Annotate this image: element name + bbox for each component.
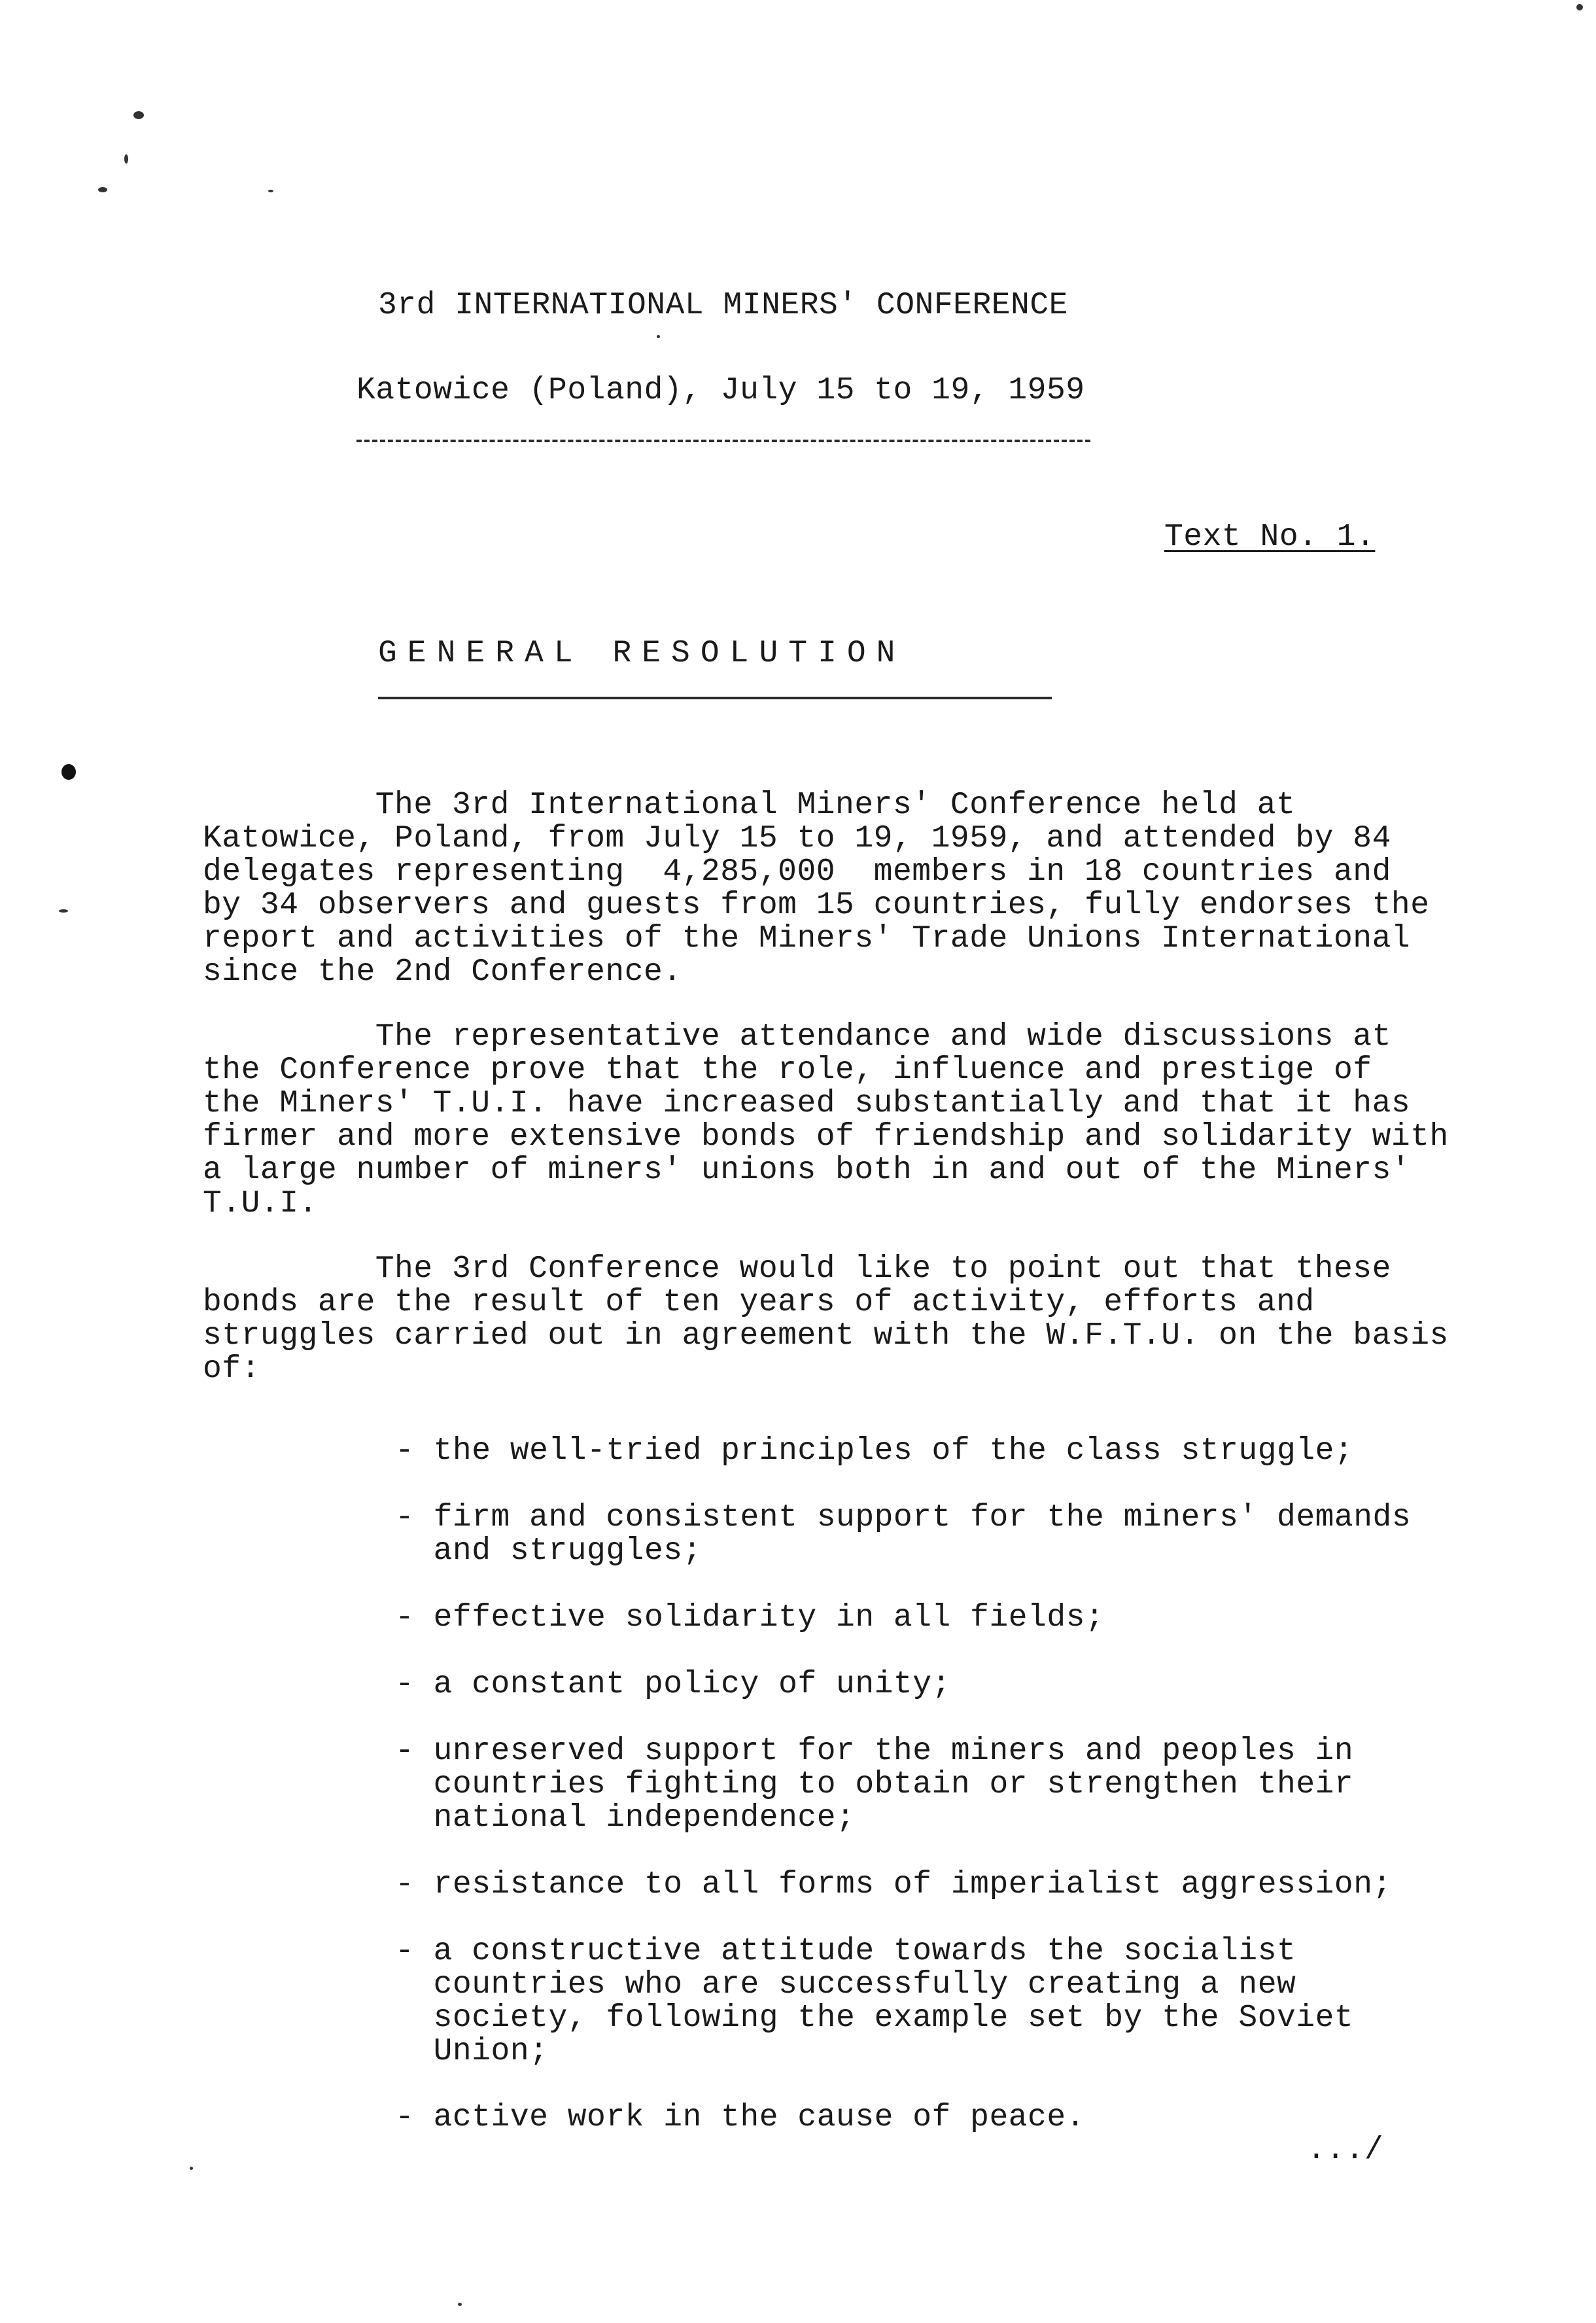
scan-speck xyxy=(1576,4,1583,10)
list-item: - unreserved support for the miners and peoples in countries fighting to obtain or strengthen their national independence; xyxy=(395,1734,1354,1836)
list-item: - the well-tried principles of the class struggle; xyxy=(395,1433,1354,1469)
paragraph-attendance: The representative attendance and wide discussions at the Conference prove that the role, influence and prestige of the Miners' T.U.I. have increased substantially and that it has firmer and more extensive bonds of friendship and solidarity with a large number of miners' unions both in and out of the Miners' T.U.I. xyxy=(203,1019,1449,1221)
scan-speck xyxy=(133,111,144,119)
list-item: - resistance to all forms of imperialist aggression; xyxy=(395,1867,1392,1902)
punch-hole-mark xyxy=(61,764,76,780)
text-number: Text No. 1. xyxy=(1164,519,1376,555)
resolution-heading: GENERAL RESOLUTION xyxy=(378,636,906,671)
list-item: - a constructive attitude towards the socialist countries who are successfully creating a new society, following the example set by the Soviet Union; xyxy=(395,1934,1354,2069)
scan-speck xyxy=(98,187,107,192)
separator-rule xyxy=(356,440,1090,442)
list-item: - active work in the cause of peace. xyxy=(395,2100,1085,2135)
scan-speck xyxy=(458,2303,462,2306)
list-item: - firm and consistent support for the miners' demands and struggles; xyxy=(395,1500,1412,1569)
scan-speck xyxy=(190,2167,193,2170)
scan-speck xyxy=(268,190,273,192)
list-item: - effective solidarity in all fields; xyxy=(395,1600,1105,1635)
paragraph-bonds: The 3rd Conference would like to point out that these bonds are the result of ten years of activity, efforts and struggles carried out in agreement with the W.F.T.U. on the basis of: xyxy=(203,1251,1449,1387)
list-item: - a constant policy of unity; xyxy=(395,1667,951,1702)
heading-underline xyxy=(378,697,1052,699)
scan-speck xyxy=(657,335,660,338)
conference-title: 3rd INTERNATIONAL MINERS' CONFERENCE xyxy=(378,288,1068,323)
scan-speck xyxy=(59,909,68,913)
scan-speck xyxy=(124,154,128,164)
conference-place-date: Katowice (Poland), July 15 to 19, 1959 xyxy=(356,373,1085,408)
continued-marker: .../ xyxy=(1307,2133,1384,2168)
paragraph-endorsement: The 3rd International Miners' Conference held at Katowice, Poland, from July 15 to 19, 1959, and attended by 84 delegates representing 4,285,000 members in 18 countries and by 34 observers and guests from 15 countries, fully endorses the report and activities of the Miners' Trade Unions International since the 2nd Conference. xyxy=(203,788,1430,990)
